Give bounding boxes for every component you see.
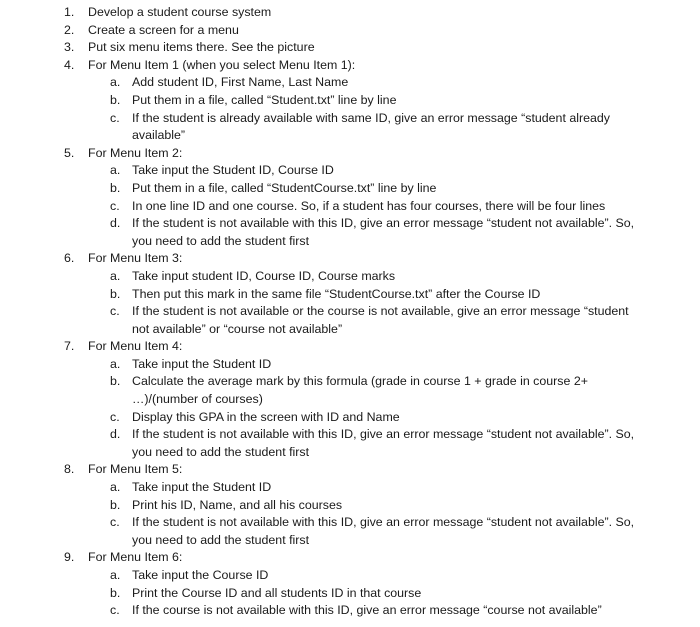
list-item-7: [0, 338, 700, 356]
sub-item-9c: [0, 602, 700, 620]
sub-marker: a.: [110, 268, 121, 283]
sub-marker: b.: [110, 585, 121, 600]
list-item-text: For Menu Item 2:: [88, 145, 183, 160]
sub-item-7b: [0, 373, 700, 391]
sub-item-4b: [0, 92, 700, 110]
sub-item-continuation: [0, 321, 700, 339]
sub-item-text: Take input the Student ID, Course ID: [132, 163, 334, 178]
list-item-1: [0, 4, 700, 22]
sub-marker: b.: [110, 92, 121, 107]
sub-marker: c.: [110, 409, 120, 424]
sub-marker: a.: [110, 163, 121, 178]
sub-item-continuation: [0, 391, 700, 409]
sub-item-text: available”: [132, 128, 186, 143]
sub-item-text: If the student is not available with this ID, give an error message “student not available”. So,: [132, 427, 635, 442]
sub-item-4c: [0, 110, 700, 128]
sub-item-text: Take input the Course ID: [132, 568, 269, 582]
sub-marker: c.: [110, 515, 120, 530]
sub-marker: d.: [110, 427, 121, 442]
sub-item-text: If the student is not available or the course is not available, give an error message “student: [132, 304, 629, 319]
sub-item-text: Put them in a file, called “StudentCourse.txt” line by line: [132, 180, 437, 195]
sub-item-7d: [0, 426, 700, 444]
sub-item-4a: [0, 74, 700, 92]
sub-item-text: Add student ID, First Name, Last Name: [132, 75, 349, 90]
list-item-text: For Menu Item 4:: [88, 339, 183, 354]
list-item-6: [0, 250, 700, 268]
sub-item-text: Put them in a file, called “Student.txt” line by line: [132, 92, 397, 107]
list-item-9: [0, 549, 700, 567]
sub-marker: b.: [110, 497, 121, 512]
list-item-text: For Menu Item 3:: [88, 251, 183, 266]
sub-marker: c.: [110, 603, 120, 618]
sub-item-text: If the course is not available with this ID, give an error message “course not available”: [132, 603, 602, 618]
sub-item-text: Print the Course ID and all students ID in that course: [132, 585, 422, 600]
sub-item-text: you need to add the student first: [132, 444, 310, 459]
list-marker: 7.: [64, 339, 75, 354]
sub-item-continuation: [0, 532, 700, 550]
sub-item-7a: [0, 356, 700, 374]
sub-item-6b: [0, 286, 700, 304]
sub-item-5b: [0, 180, 700, 198]
sub-item-text: If the student is not available with this ID, give an error message “student not available”. So,: [132, 515, 635, 530]
sub-item-7c: [0, 409, 700, 427]
sub-item-5c: [0, 198, 700, 216]
list-item-text: Develop a student course system: [88, 5, 272, 19]
assignment-document: [0, 4, 700, 620]
sub-item-5a: [0, 162, 700, 180]
list-item-5: [0, 145, 700, 163]
list-item-3: [0, 39, 700, 57]
sub-item-continuation: [0, 444, 700, 462]
sub-item-continuation: [0, 127, 700, 145]
sub-marker: b.: [110, 286, 121, 301]
sub-item-6a: [0, 268, 700, 286]
sub-marker: a.: [110, 480, 121, 495]
list-item-text: For Menu Item 1 (when you select Menu Item 1):: [88, 57, 356, 72]
sub-marker: c.: [110, 110, 120, 125]
sub-item-text: you need to add the student first: [132, 532, 310, 547]
list-item-8: [0, 461, 700, 479]
sub-item-8b: [0, 497, 700, 515]
sub-marker: c.: [110, 198, 120, 213]
sub-marker: c.: [110, 304, 120, 319]
sub-marker: a.: [110, 356, 121, 371]
list-item-4: [0, 57, 700, 75]
sub-item-text: you need to add the student first: [132, 233, 310, 248]
sub-item-6c: [0, 303, 700, 321]
sub-item-continuation: [0, 233, 700, 251]
sub-marker: a.: [110, 568, 121, 582]
sub-marker: d.: [110, 216, 121, 231]
list-item-2: [0, 22, 700, 40]
list-marker: 1.: [64, 5, 75, 19]
list-marker: 6.: [64, 251, 75, 266]
sub-marker: b.: [110, 374, 121, 389]
sub-item-8c: [0, 514, 700, 532]
sub-item-text: Take input the Student ID: [132, 480, 272, 495]
sub-item-9a: [0, 567, 700, 585]
list-item-text: Put six menu items there. See the picture: [88, 40, 315, 55]
sub-item-text: …)/(number of courses): [132, 392, 263, 407]
sub-marker: b.: [110, 180, 121, 195]
sub-marker: a.: [110, 75, 121, 90]
sub-item-text: If the student is not available with this ID, give an error message “student not available”. So,: [132, 216, 635, 231]
list-item-text: Create a screen for a menu: [88, 22, 239, 37]
sub-item-text: In one line ID and one course. So, if a student has four courses, there will be four lines: [132, 198, 606, 213]
sub-item-9b: [0, 585, 700, 603]
list-item-text: For Menu Item 6:: [88, 550, 183, 565]
list-marker: 5.: [64, 145, 75, 160]
sub-item-text: Take input the Student ID: [132, 356, 272, 371]
sub-item-text: Calculate the average mark by this formula (grade in course 1 + grade in course 2+: [132, 374, 588, 389]
sub-item-text: not available” or “course not available”: [132, 321, 343, 336]
sub-item-text: Take input student ID, Course ID, Course marks: [132, 268, 396, 283]
list-marker: 2.: [64, 22, 75, 37]
sub-item-5d: [0, 215, 700, 233]
list-marker: 9.: [64, 550, 75, 565]
list-marker: 8.: [64, 462, 75, 477]
sub-item-text: If the student is already available with same ID, give an error message “student already: [132, 110, 610, 125]
list-marker: 3.: [64, 40, 75, 55]
sub-item-text: Print his ID, Name, and all his courses: [132, 497, 343, 512]
sub-item-text: Then put this mark in the same file “StudentCourse.txt” after the Course ID: [132, 286, 541, 301]
sub-item-text: Display this GPA in the screen with ID and Name: [132, 409, 400, 424]
list-marker: 4.: [64, 57, 75, 72]
list-item-text: For Menu Item 5:: [88, 462, 183, 477]
sub-item-8a: [0, 479, 700, 497]
